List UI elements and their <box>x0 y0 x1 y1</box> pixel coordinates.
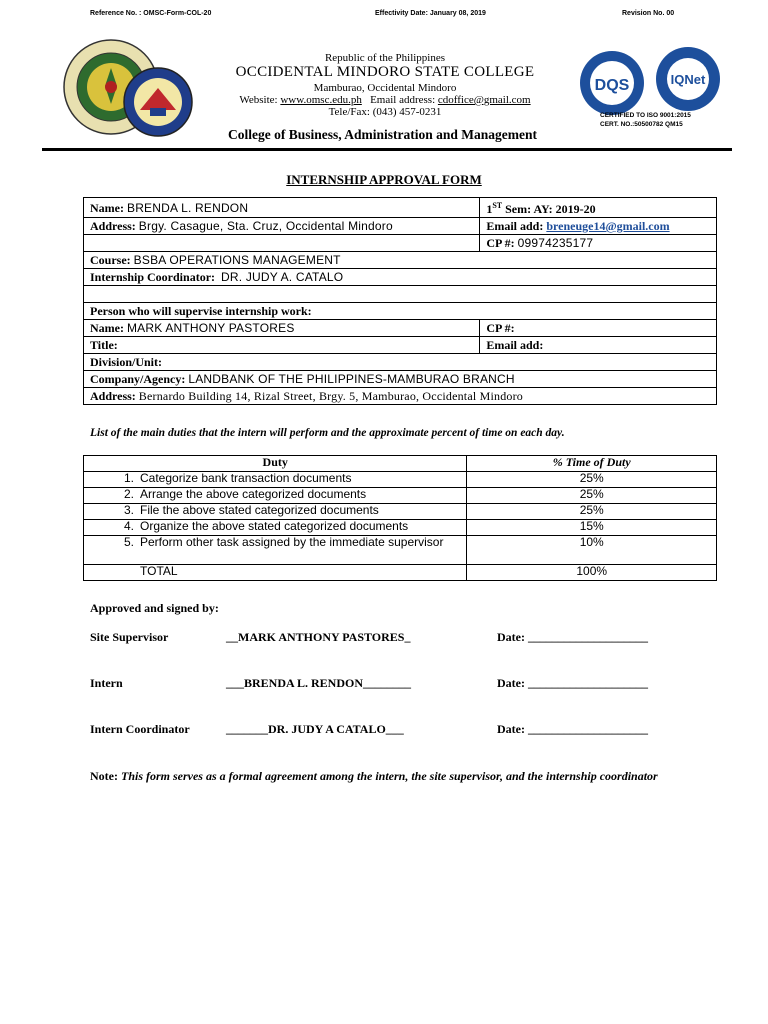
website-link[interactable]: www.omsc.edu.ph <box>280 94 362 106</box>
course-label: Course: <box>90 253 131 267</box>
duty-percent: 15% <box>467 520 717 536</box>
duty-cell <box>84 488 467 504</box>
table-row <box>84 520 717 536</box>
email-label: Email add: <box>486 219 544 233</box>
total-percent: 100% <box>467 565 717 581</box>
duty-text: Categorize bank transaction documents <box>140 471 352 485</box>
iso-cert-line: CERTIFIED TO ISO 9001:2015 <box>600 112 691 119</box>
header-divider <box>42 148 732 151</box>
supervisor-name-cell <box>84 320 480 337</box>
duty-percent: 25% <box>467 472 717 488</box>
duty-number: 5. <box>123 535 134 549</box>
empty-cell <box>84 286 717 303</box>
duty-text: Arrange the above categorized documents <box>140 487 367 501</box>
office-email-link[interactable]: cdoffice@gmail.com <box>437 94 531 106</box>
intern-date: Date: ____________________ <box>497 676 648 690</box>
cp-label: CP #: <box>486 236 515 250</box>
supervisor-cp-label: CP #: <box>480 320 717 337</box>
coordinator-label: Internship Coordinator: <box>90 270 216 284</box>
telefax-line: Tele/Fax: (043) 457-0231 <box>328 106 442 118</box>
duties-table <box>83 455 717 581</box>
supervisor-title-label: Title: <box>84 337 480 354</box>
table-row <box>84 354 717 371</box>
table-row <box>84 320 717 337</box>
intern-signature: ___BRENDA L. RENDON________ <box>226 676 412 690</box>
empty-cell <box>84 235 480 252</box>
table-row <box>84 269 717 286</box>
company-label: Company/Agency: <box>90 372 186 386</box>
intern-cp: 09974235177 <box>517 236 594 250</box>
duty-text: File the above stated categorized documents <box>140 503 379 517</box>
intern-name: BRENDA L. RENDON <box>126 200 249 215</box>
note-label: Note: <box>90 769 118 783</box>
name-cell <box>84 198 480 218</box>
intern-email-link[interactable]: breneuge14@gmail.com <box>546 219 670 233</box>
email-cell <box>480 218 717 235</box>
company-address-cell <box>84 388 717 405</box>
duty-number: 4. <box>123 519 134 533</box>
duty-cell <box>84 520 467 536</box>
cert-number-line: CERT. NO.:50500782 QM15 <box>600 121 683 128</box>
duty-text: Perform other task assigned by the immediate supervisor <box>140 535 444 549</box>
duty-percent: 25% <box>467 504 717 520</box>
semester-suffix: ST <box>492 201 503 210</box>
form-note <box>90 767 690 785</box>
percent-column-header: % Time of Duty <box>467 456 717 472</box>
duty-cell <box>84 504 467 520</box>
total-label: TOTAL <box>84 565 467 581</box>
duty-text: Organize the above stated categorized documents <box>140 519 409 533</box>
dqs-iso-logo <box>572 50 652 116</box>
form-title: INTERNSHIP APPROVAL FORM <box>286 172 482 187</box>
supervisor-name: MARK ANTHONY PASTORES <box>126 321 295 335</box>
intern-coordinator-label: Intern Coordinator <box>90 722 190 736</box>
contact-line <box>190 94 580 106</box>
supervisor-heading: Person who will supervise internship work: <box>84 303 717 320</box>
company-address-label: Address: <box>90 389 136 403</box>
table-row <box>84 565 717 581</box>
semester-cell <box>480 198 717 218</box>
department-name: College of Business, Administration and Management <box>227 127 538 142</box>
iqnet-logo-text: IQNet <box>670 72 706 87</box>
dqs-logo-text: DQS <box>594 77 630 94</box>
table-row <box>84 488 717 504</box>
duty-percent: 10% <box>467 536 717 565</box>
reference-number: Reference No. : OMSC-Form-COL-20 <box>90 10 212 17</box>
semester-ay: Sem: AY: 2019-20 <box>502 202 596 216</box>
site-supervisor-label: Site Supervisor <box>90 630 169 644</box>
table-row <box>84 235 717 252</box>
coordinator-cell <box>84 269 717 286</box>
table-row <box>84 303 717 320</box>
website-label: Website: <box>239 94 281 106</box>
site-supervisor-signature: __MARK ANTHONY PASTORES_ <box>226 630 411 644</box>
table-row <box>84 536 717 565</box>
college-name: OCCIDENTAL MINDORO STATE COLLEGE <box>235 64 535 80</box>
duty-percent: 25% <box>467 488 717 504</box>
semester-number: 1 <box>486 202 493 216</box>
duty-number: 1. <box>123 471 134 485</box>
table-row <box>84 218 717 235</box>
approved-heading: Approved and signed by: <box>90 601 219 615</box>
name-label: Name: <box>90 200 124 215</box>
table-header-row <box>84 456 717 472</box>
company-cell <box>84 371 717 388</box>
address-cell <box>84 218 480 235</box>
duty-cell <box>84 536 467 565</box>
supervisor-email-label: Email add: <box>480 337 717 354</box>
table-row <box>84 388 717 405</box>
site-supervisor-date: Date: ____________________ <box>497 630 648 644</box>
supervisor-name-label: Name: <box>90 321 124 335</box>
iqnet-logo <box>652 46 724 112</box>
intern-coordinator-signature: _______DR. JUDY A CATALO___ <box>226 722 404 736</box>
duty-cell <box>84 472 467 488</box>
table-row <box>84 252 717 269</box>
address-label: Address: <box>90 219 136 233</box>
table-row <box>84 371 717 388</box>
company-name: LANDBANK OF THE PHILIPPINES-MAMBURAO BRANCH <box>188 372 515 386</box>
note-text: This form serves as a formal agreement among the intern, the site supervisor, and the internship coordinator <box>117 769 658 783</box>
table-row <box>84 472 717 488</box>
revision-number: Revision No. 00 <box>622 10 675 17</box>
effectivity-date: Effectivity Date: January 08, 2019 <box>375 10 486 17</box>
coordinator-name: DR. JUDY A. CATALO <box>221 270 344 284</box>
table-row <box>84 286 717 303</box>
table-row <box>84 504 717 520</box>
duties-intro: List of the main duties that the intern will perform and the approximate percent of time on each day. <box>90 427 565 439</box>
duty-number: 2. <box>123 487 134 501</box>
table-row <box>84 198 717 218</box>
table-row <box>84 337 717 354</box>
intern-coordinator-date: Date: ____________________ <box>497 722 648 736</box>
intern-label: Intern <box>90 676 123 690</box>
course-cell <box>84 252 717 269</box>
intern-course: BSBA OPERATIONS MANAGEMENT <box>133 253 341 267</box>
republic-line: Republic of the Philippines <box>324 52 446 64</box>
intern-info-table <box>83 197 717 405</box>
college-location: Mamburao, Occidental Mindoro <box>313 82 457 94</box>
division-label: Division/Unit: <box>84 354 717 371</box>
duty-number: 3. <box>123 503 134 517</box>
intern-address: Brgy. Casague, Sta. Cruz, Occidental Mindoro <box>138 219 393 233</box>
duty-column-header: Duty <box>84 456 467 472</box>
company-address: Bernardo Building 14, Rizal Street, Brgy. 5, Mamburao, Occidental Mindoro <box>138 389 523 403</box>
email-address-label: Email address: <box>370 94 438 106</box>
cp-cell <box>480 235 717 252</box>
